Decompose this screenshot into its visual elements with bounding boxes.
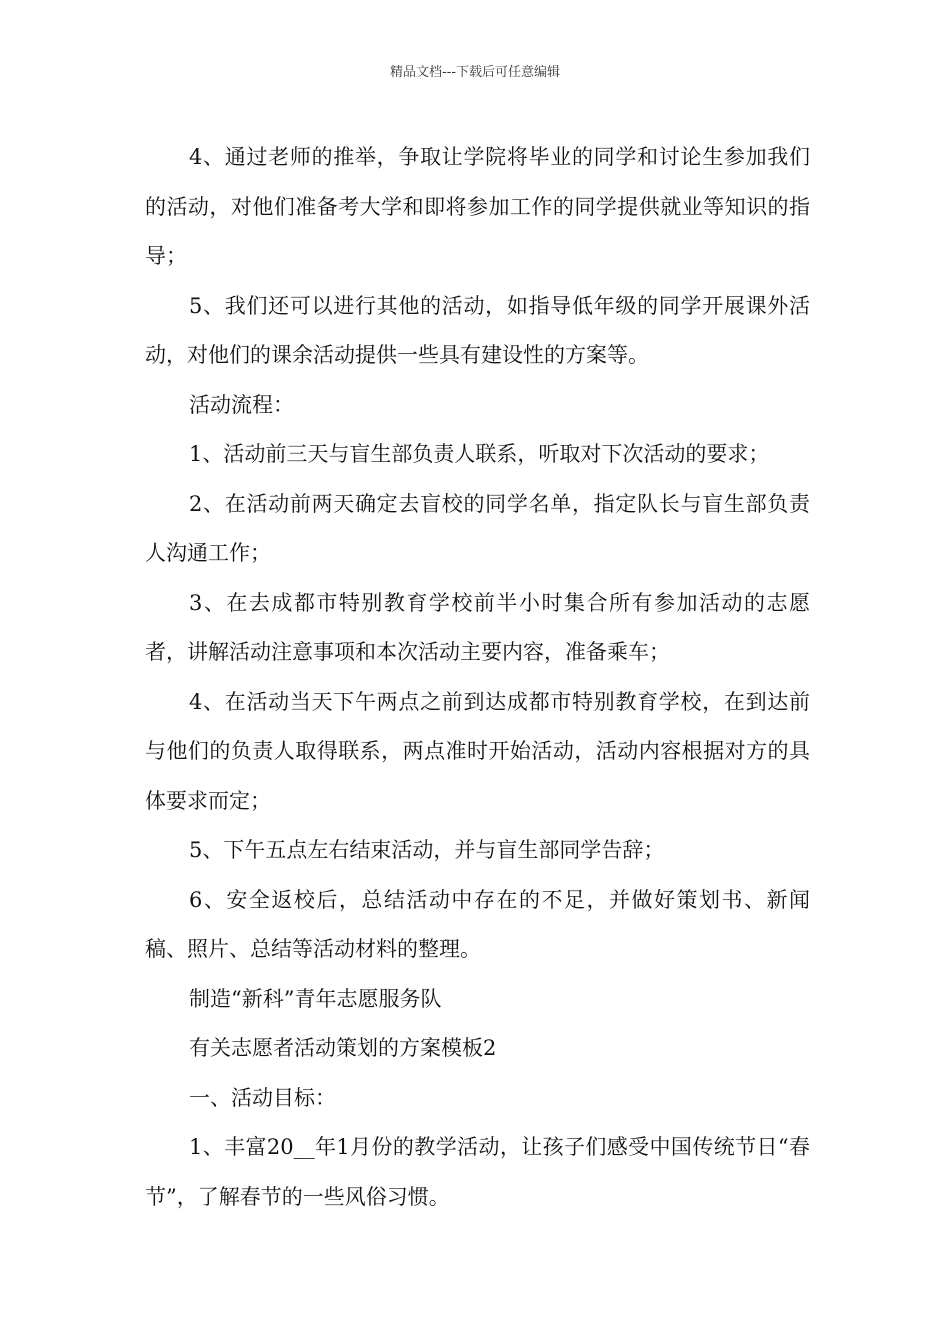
flow-step-1: 1、活动前三天与盲生部负责人联系，听取对下次活动的要求； (189, 442, 770, 466)
flow-step-5: 5、下午五点左右结束活动，并与盲生部同学告辞； (189, 838, 665, 862)
flow-step-2: 2、在活动前两天确定去盲校的同学名单，指定队长与盲生部负责人沟通工作； (145, 491, 810, 565)
flow-step-3: 3、在去成都市特别教育学校前半小时集合所有参加活动的志愿者，讲解活动注意事项和本次活动主要内容，准备乘车； (145, 590, 810, 664)
document-section-title: 有关志愿者活动策划的方案模板2 (189, 1036, 497, 1060)
flow-step-4: 4、在活动当天下午两点之前到达成都市特别教育学校，在到达前与他们的负责人取得联系，两点准时开始活动，活动内容根据对方的具体要求而定； (145, 689, 810, 813)
goal-item-1: 1、丰富20__年1月份的教学活动，让孩子们感受中国传统节日“春节”，了解春节的一些风俗习惯。 (145, 1135, 810, 1209)
signature-team-name: 制造“新科”青年志愿服务队 (189, 986, 442, 1011)
flow-step-6: 6、安全返校后，总结活动中存在的不足，并做好策划书、新闻稿、照片、总结等活动材料的整理。 (145, 887, 810, 961)
page-header: 精品文档---下载后可任意编辑 (389, 65, 561, 80)
paragraph-item-4-recommend: 4、通过老师的推举，争取让学院将毕业的同学和讨论生参加我们的活动，对他们准备考大学和即将参加工作的同学提供就业等知识的指导； (145, 145, 810, 268)
section-heading-activity-flow: 活动流程： (189, 392, 294, 417)
paragraph-item-5-other-activities: 5、我们还可以进行其他的活动，如指导低年级的同学开展课外活动，对他们的课余活动提供一些具有建设性的方案等。 (145, 293, 810, 367)
document-body (145, 133, 810, 1222)
section-heading-goals: 一、活动目标： (189, 1085, 336, 1110)
